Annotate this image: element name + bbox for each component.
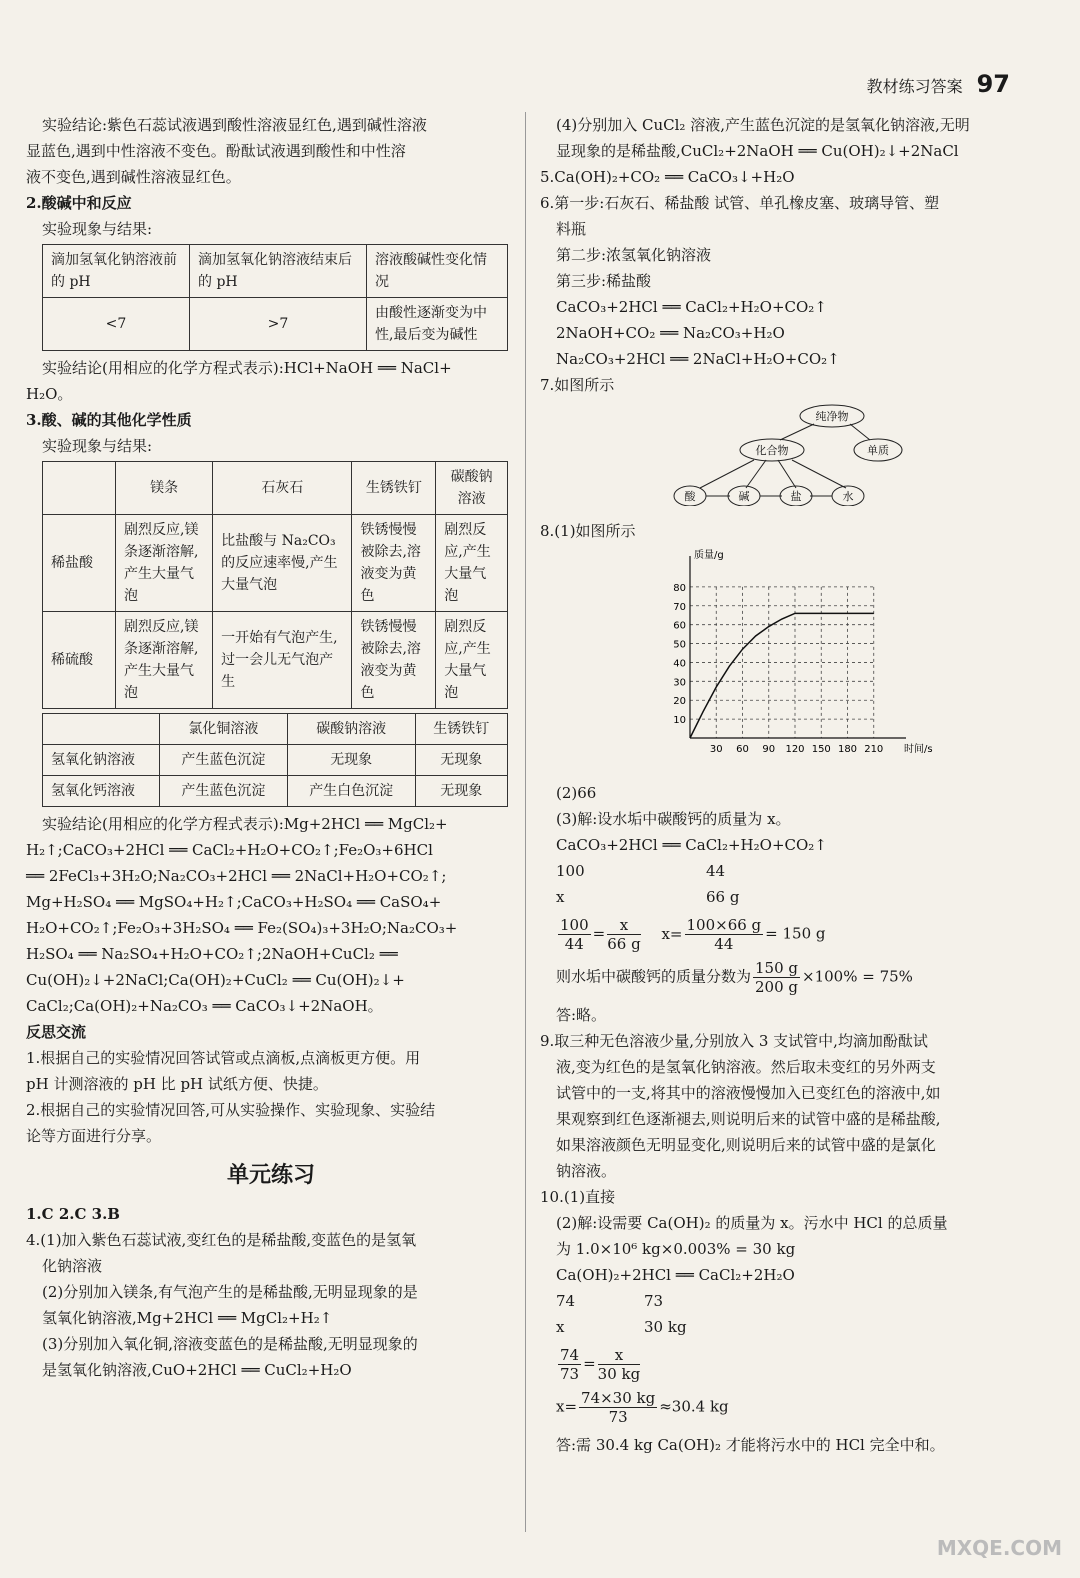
y-tick-label: 20	[673, 696, 686, 708]
table-cell: <7	[43, 298, 190, 351]
node-label: 化合物	[755, 444, 789, 457]
answer-line: 1.C 2.C 3.B	[26, 1205, 120, 1223]
table-cell: 剧烈反应,产生大量气泡	[436, 515, 508, 612]
table-cell: 剧烈反应,镁条逐渐溶解,产生大量气泡	[116, 612, 213, 709]
text-line: 4.(1)加入紫色石蕊试液,变红色的是稀盐酸,变蓝色的是氢氧	[26, 1231, 417, 1249]
table-cell: 比盐酸与 Na₂CO₃ 的反应速率慢,产生大量气泡	[213, 515, 352, 612]
fraction	[598, 1346, 641, 1383]
table-cell: 碳酸钠溶液	[287, 714, 415, 745]
y-tick-label: 80	[673, 582, 686, 594]
table-cell: 剧烈反应,镁条逐渐溶解,产生大量气泡	[116, 515, 213, 612]
text-line: 实验现象与结果:	[42, 437, 153, 455]
table-cell: 铁锈慢慢被除去,溶液变为黄色	[352, 515, 436, 612]
text-line: 第三步:稀盐酸	[556, 272, 652, 290]
proportion-line	[540, 959, 1040, 996]
node-label: 水	[842, 490, 854, 503]
text-line: H₂↑;CaCO₃+2HCl ══ CaCl₂+H₂O+CO₂↑;Fe₂O₃+6HCl	[26, 841, 433, 859]
edge	[850, 424, 870, 440]
column-divider	[525, 112, 526, 1532]
text-line: 实验结论(用相应的化学方程式表示):Mg+2HCl ══ MgCl₂+	[42, 815, 448, 833]
math-text: ≈30.4 kg	[659, 1397, 729, 1416]
text-line: 实验结论:紫色石蕊试液遇到酸性溶液显红色,遇到碱性溶液	[42, 116, 427, 134]
node-label: 碱	[738, 490, 750, 503]
table-cell: 稀盐酸	[43, 515, 116, 612]
x-tick-label: 180	[837, 744, 858, 755]
y-tick-label: 40	[673, 658, 686, 670]
table-cell: 一开始有气泡产生,过一会儿无气泡产生	[213, 612, 352, 709]
text-line: 7.如图所示	[540, 376, 615, 394]
y-tick-label: 60	[673, 620, 686, 632]
section-heading: 反思交流	[26, 1023, 87, 1041]
numerator: 74×30 kg	[581, 1389, 656, 1407]
x-tick-label: 60	[736, 744, 749, 755]
text-line: 试管中的一支,将其中的溶液慢慢加入已变红色的溶液中,如	[556, 1084, 941, 1102]
text-line: (2)66	[556, 784, 597, 802]
section-heading: 3.酸、碱的其他化学性质	[26, 411, 192, 429]
mass-time-chart	[540, 548, 1040, 776]
ratio-value: 66 g	[706, 888, 740, 906]
page-header	[867, 70, 1010, 98]
denominator: 44	[714, 935, 734, 953]
ratio-value: 30 kg	[644, 1318, 687, 1336]
text-line: 为 1.0×10⁶ kg×0.003% = 30 kg	[556, 1240, 796, 1258]
page-number: 97	[976, 70, 1010, 98]
table-cell: 镁条	[116, 462, 213, 515]
text-line: 1.根据自己的实验情况回答试管或点滴板,点滴板更方便。用	[26, 1049, 421, 1067]
equation: Ca(OH)₂+2HCl ══ CaCl₂+2H₂O	[556, 1266, 795, 1284]
numerator: 150 g	[755, 959, 799, 977]
math-text: ×100% = 75%	[802, 967, 913, 986]
table-cell: 石灰石	[213, 462, 352, 515]
equation: CaCO₃+2HCl ══ CaCl₂+H₂O+CO₂↑	[556, 298, 827, 316]
text-line: 显现象的是稀盐酸,CuCl₂+2NaOH ══ Cu(OH)₂↓+2NaCl	[556, 142, 959, 160]
edge	[746, 460, 766, 488]
denominator: 200 g	[755, 978, 799, 996]
ratio-line	[540, 858, 1040, 884]
text-line: (2)分别加入镁条,有气泡产生的是稀盐酸,无明显现象的是	[42, 1283, 418, 1301]
text-line: 8.(1)如图所示	[540, 522, 636, 540]
numerator: 100×66 g	[686, 916, 762, 934]
text-line: 实验现象与结果:	[42, 220, 153, 238]
text-line: H₂O。	[26, 385, 73, 403]
math-text: x=	[556, 1397, 578, 1416]
fraction	[579, 1389, 657, 1426]
edge	[780, 424, 814, 440]
equation: Na₂CO₃+2HCl ══ 2NaCl+H₂O+CO₂↑	[556, 350, 840, 368]
watermark-logo: MXQE.COM	[936, 1536, 1062, 1560]
table-cell: 剧烈反应,产生大量气泡	[436, 612, 508, 709]
text-line: 实验结论(用相应的化学方程式表示):HCl+NaOH ══ NaCl+	[42, 359, 452, 377]
y-tick-label: 50	[673, 639, 686, 651]
table-cell: 氢氧化钠溶液	[43, 745, 160, 776]
denominator: 30 kg	[597, 1365, 641, 1383]
acid-properties-table	[42, 461, 508, 709]
text-line: 10.(1)直接	[540, 1188, 616, 1206]
text-line: 答:需 30.4 kg Ca(OH)₂ 才能将污水中的 HCl 完全中和。	[556, 1436, 945, 1454]
text-line: 果观察到红色逐渐褪去,则说明后来的试管中盛的是稀盐酸,	[556, 1110, 941, 1128]
node-label: 纯净物	[815, 410, 849, 423]
table-cell: 无现象	[415, 745, 507, 776]
table-cell: 碳酸钠溶液	[436, 462, 508, 515]
numerator: x	[598, 1346, 641, 1365]
text-line: 料瓶	[556, 220, 587, 238]
text-line: 第二步:浓氢氧化钠溶液	[556, 246, 712, 264]
ratio-value: 73	[644, 1292, 664, 1310]
table-cell: 产生白色沉淀	[287, 776, 415, 807]
table-cell: 稀硫酸	[43, 612, 116, 709]
text-line: 答:略。	[556, 1006, 607, 1024]
ratio-line	[540, 884, 1040, 910]
table-cell: 无现象	[287, 745, 415, 776]
text-line: (3)解:设水垢中碳酸钙的质量为 x。	[556, 810, 791, 828]
text-line: 液,变为红色的是氢氧化钠溶液。然后取未变红的另外两支	[556, 1058, 936, 1076]
table-cell: 氯化铜溶液	[160, 714, 288, 745]
table-cell: 产生蓝色沉淀	[160, 745, 288, 776]
text-line: 6.第一步:石灰石、稀盐酸 试管、单孔橡皮塞、玻璃导管、塑	[540, 194, 940, 212]
table-cell: 氢氧化钙溶液	[43, 776, 160, 807]
table-cell: 生锈铁钉	[415, 714, 507, 745]
table-cell: 生锈铁钉	[352, 462, 436, 515]
text-line: 如果溶液颜色无明显变化,则说明后来的试管中盛的是氯化	[556, 1136, 936, 1154]
text-line: 液不变色,遇到碱性溶液显红色。	[26, 168, 241, 186]
proportion-line: $\frac{74}{73}$ = $\frac{x}{30 kg}$	[560, 1346, 641, 1383]
x-tick-label: 90	[762, 744, 776, 755]
numerator: 74	[560, 1346, 580, 1364]
x-tick-label: 210	[864, 744, 884, 755]
classification-diagram-svg	[540, 402, 1020, 506]
denominator: 66 g	[607, 935, 641, 953]
denominator: 44	[564, 935, 584, 953]
table-cell	[43, 714, 160, 745]
denominator: 73	[608, 1408, 628, 1426]
text-line: (2)解:设需要 Ca(OH)₂ 的质量为 x。污水中 HCl 的总质量	[556, 1214, 948, 1232]
text-line: Mg+H₂SO₄ ══ MgSO₄+H₂↑;CaCO₃+H₂SO₄ ══ CaSO₄+	[26, 893, 442, 911]
text-line: pH 计测溶液的 pH 比 pH 试纸方便、快捷。	[26, 1075, 328, 1093]
unit-title: 单元练习	[226, 1163, 315, 1188]
ratio-value: 44	[706, 862, 726, 880]
equation: 2NaOH+CO₂ ══ Na₂CO₃+H₂O	[556, 324, 785, 342]
base-properties-table	[42, 713, 508, 807]
text-line: 钠溶液。	[556, 1162, 617, 1180]
table-cell: 无现象	[415, 776, 507, 807]
table-cell: >7	[190, 298, 367, 351]
table-cell: 产生蓝色沉淀	[160, 776, 288, 807]
math-text: 则水垢中碳酸钙的质量分数为	[556, 967, 752, 986]
table-cell: 铁锈慢慢被除去,溶液变为黄色	[352, 612, 436, 709]
fraction	[607, 916, 640, 953]
y-axis-label: 质量/g	[694, 550, 724, 561]
text-line: ══ 2FeCl₃+3H₂O;Na₂CO₃+2HCl ══ 2NaCl+H₂O+CO₂↑;	[26, 867, 447, 885]
ratio-value: 74	[556, 1292, 576, 1310]
table-cell: 滴加氢氧化钠溶液前的 pH	[43, 245, 190, 298]
edge	[792, 460, 846, 488]
fraction	[685, 916, 764, 953]
text-line: 是氢氧化钠溶液,CuO+2HCl ══ CuCl₂+H₂O	[42, 1361, 352, 1379]
x-tick-label: 120	[785, 744, 805, 755]
equation: CaCO₃+2HCl ══ CaCl₂+H₂O+CO₂↑	[556, 836, 827, 854]
text-line: 5.Ca(OH)₂+CO₂ ══ CaCO₃↓+H₂O	[540, 168, 795, 186]
y-tick-label: 10	[673, 715, 686, 727]
text-line: (3)分别加入氧化铜,溶液变蓝色的是稀盐酸,无明显现象的	[42, 1335, 418, 1353]
text-line: 显蓝色,遇到中性溶液不变色。酚酞试液遇到酸性和中性溶	[26, 142, 406, 160]
table-cell: 由酸性逐渐变为中性,最后变为碱性	[367, 298, 508, 351]
numerator: 100	[560, 916, 589, 934]
numerator: x	[607, 916, 640, 935]
fraction	[753, 959, 800, 996]
table-cell: 溶液酸碱性变化情况	[367, 245, 508, 298]
node-label: 盐	[790, 490, 802, 503]
math-text: = 150 g	[765, 924, 826, 943]
text-line: H₂SO₄ ══ Na₂SO₄+H₂O+CO₂↑;2NaOH+CuCl₂ ══	[26, 945, 398, 963]
proportion-line: $\frac{100}{44}$ = $\frac{x}{66 g}$ x= $\frac{100\times 66 g}{44}$ = 150 g	[560, 916, 826, 953]
fraction	[558, 916, 591, 953]
text-line: 论等方面进行分享。	[26, 1127, 162, 1145]
y-tick-label: 30	[673, 677, 686, 689]
text-line: 氢氧化钠溶液,Mg+2HCl ══ MgCl₂+H₂↑	[42, 1309, 333, 1327]
text-line: 2.根据自己的实验情况回答,可从实验操作、实验现象、实验结	[26, 1101, 436, 1119]
fraction	[558, 1346, 581, 1383]
x-tick-label: 150	[811, 744, 831, 755]
right-column	[540, 112, 1040, 1458]
y-tick-label: 70	[673, 601, 686, 613]
ratio-line	[540, 1314, 1040, 1340]
table-cell: 滴加氢氧化钠溶液结束后的 pH	[190, 245, 367, 298]
mass-time-chart-svg	[540, 548, 1020, 768]
ratio-line	[540, 1288, 1040, 1314]
classification-diagram	[540, 402, 1040, 514]
edge	[778, 460, 796, 488]
text-line: H₂O+CO₂↑;Fe₂O₃+3H₂SO₄ ══ Fe₂(SO₄)₃+3H₂O;Na₂CO₃+	[26, 919, 458, 937]
text-line: (4)分别加入 CuCl₂ 溶液,产生蓝色沉淀的是氢氧化钠溶液,无明	[556, 116, 970, 134]
table-cell	[43, 462, 116, 515]
x-axis-label: 时间/s	[904, 744, 933, 755]
edge	[700, 460, 754, 488]
x-tick-label: 30	[709, 744, 723, 755]
node-label: 单质	[867, 444, 889, 457]
header-title: 教材练习答案	[866, 77, 963, 96]
node-label: 酸	[684, 490, 696, 503]
math-text: x=	[661, 924, 683, 943]
ratio-value: x	[556, 888, 565, 906]
text-line: 9.取三种无色溶液少量,分别放入 3 支试管中,均滴加酚酞试	[540, 1032, 928, 1050]
text-line: 化钠溶液	[42, 1257, 103, 1275]
text-line: Cu(OH)₂↓+2NaCl;Ca(OH)₂+CuCl₂ ══ Cu(OH)₂↓+	[26, 971, 405, 989]
section-heading: 2.酸碱中和反应	[26, 194, 132, 212]
proportion-line	[540, 1389, 1040, 1426]
ratio-value: x	[556, 1318, 565, 1336]
neutralization-table	[42, 244, 508, 351]
denominator: 73	[560, 1365, 580, 1383]
left-column	[26, 112, 516, 1383]
text-line: CaCl₂;Ca(OH)₂+Na₂CO₃ ══ CaCO₃↓+2NaOH。	[26, 997, 383, 1015]
ratio-value: 100	[556, 862, 585, 880]
